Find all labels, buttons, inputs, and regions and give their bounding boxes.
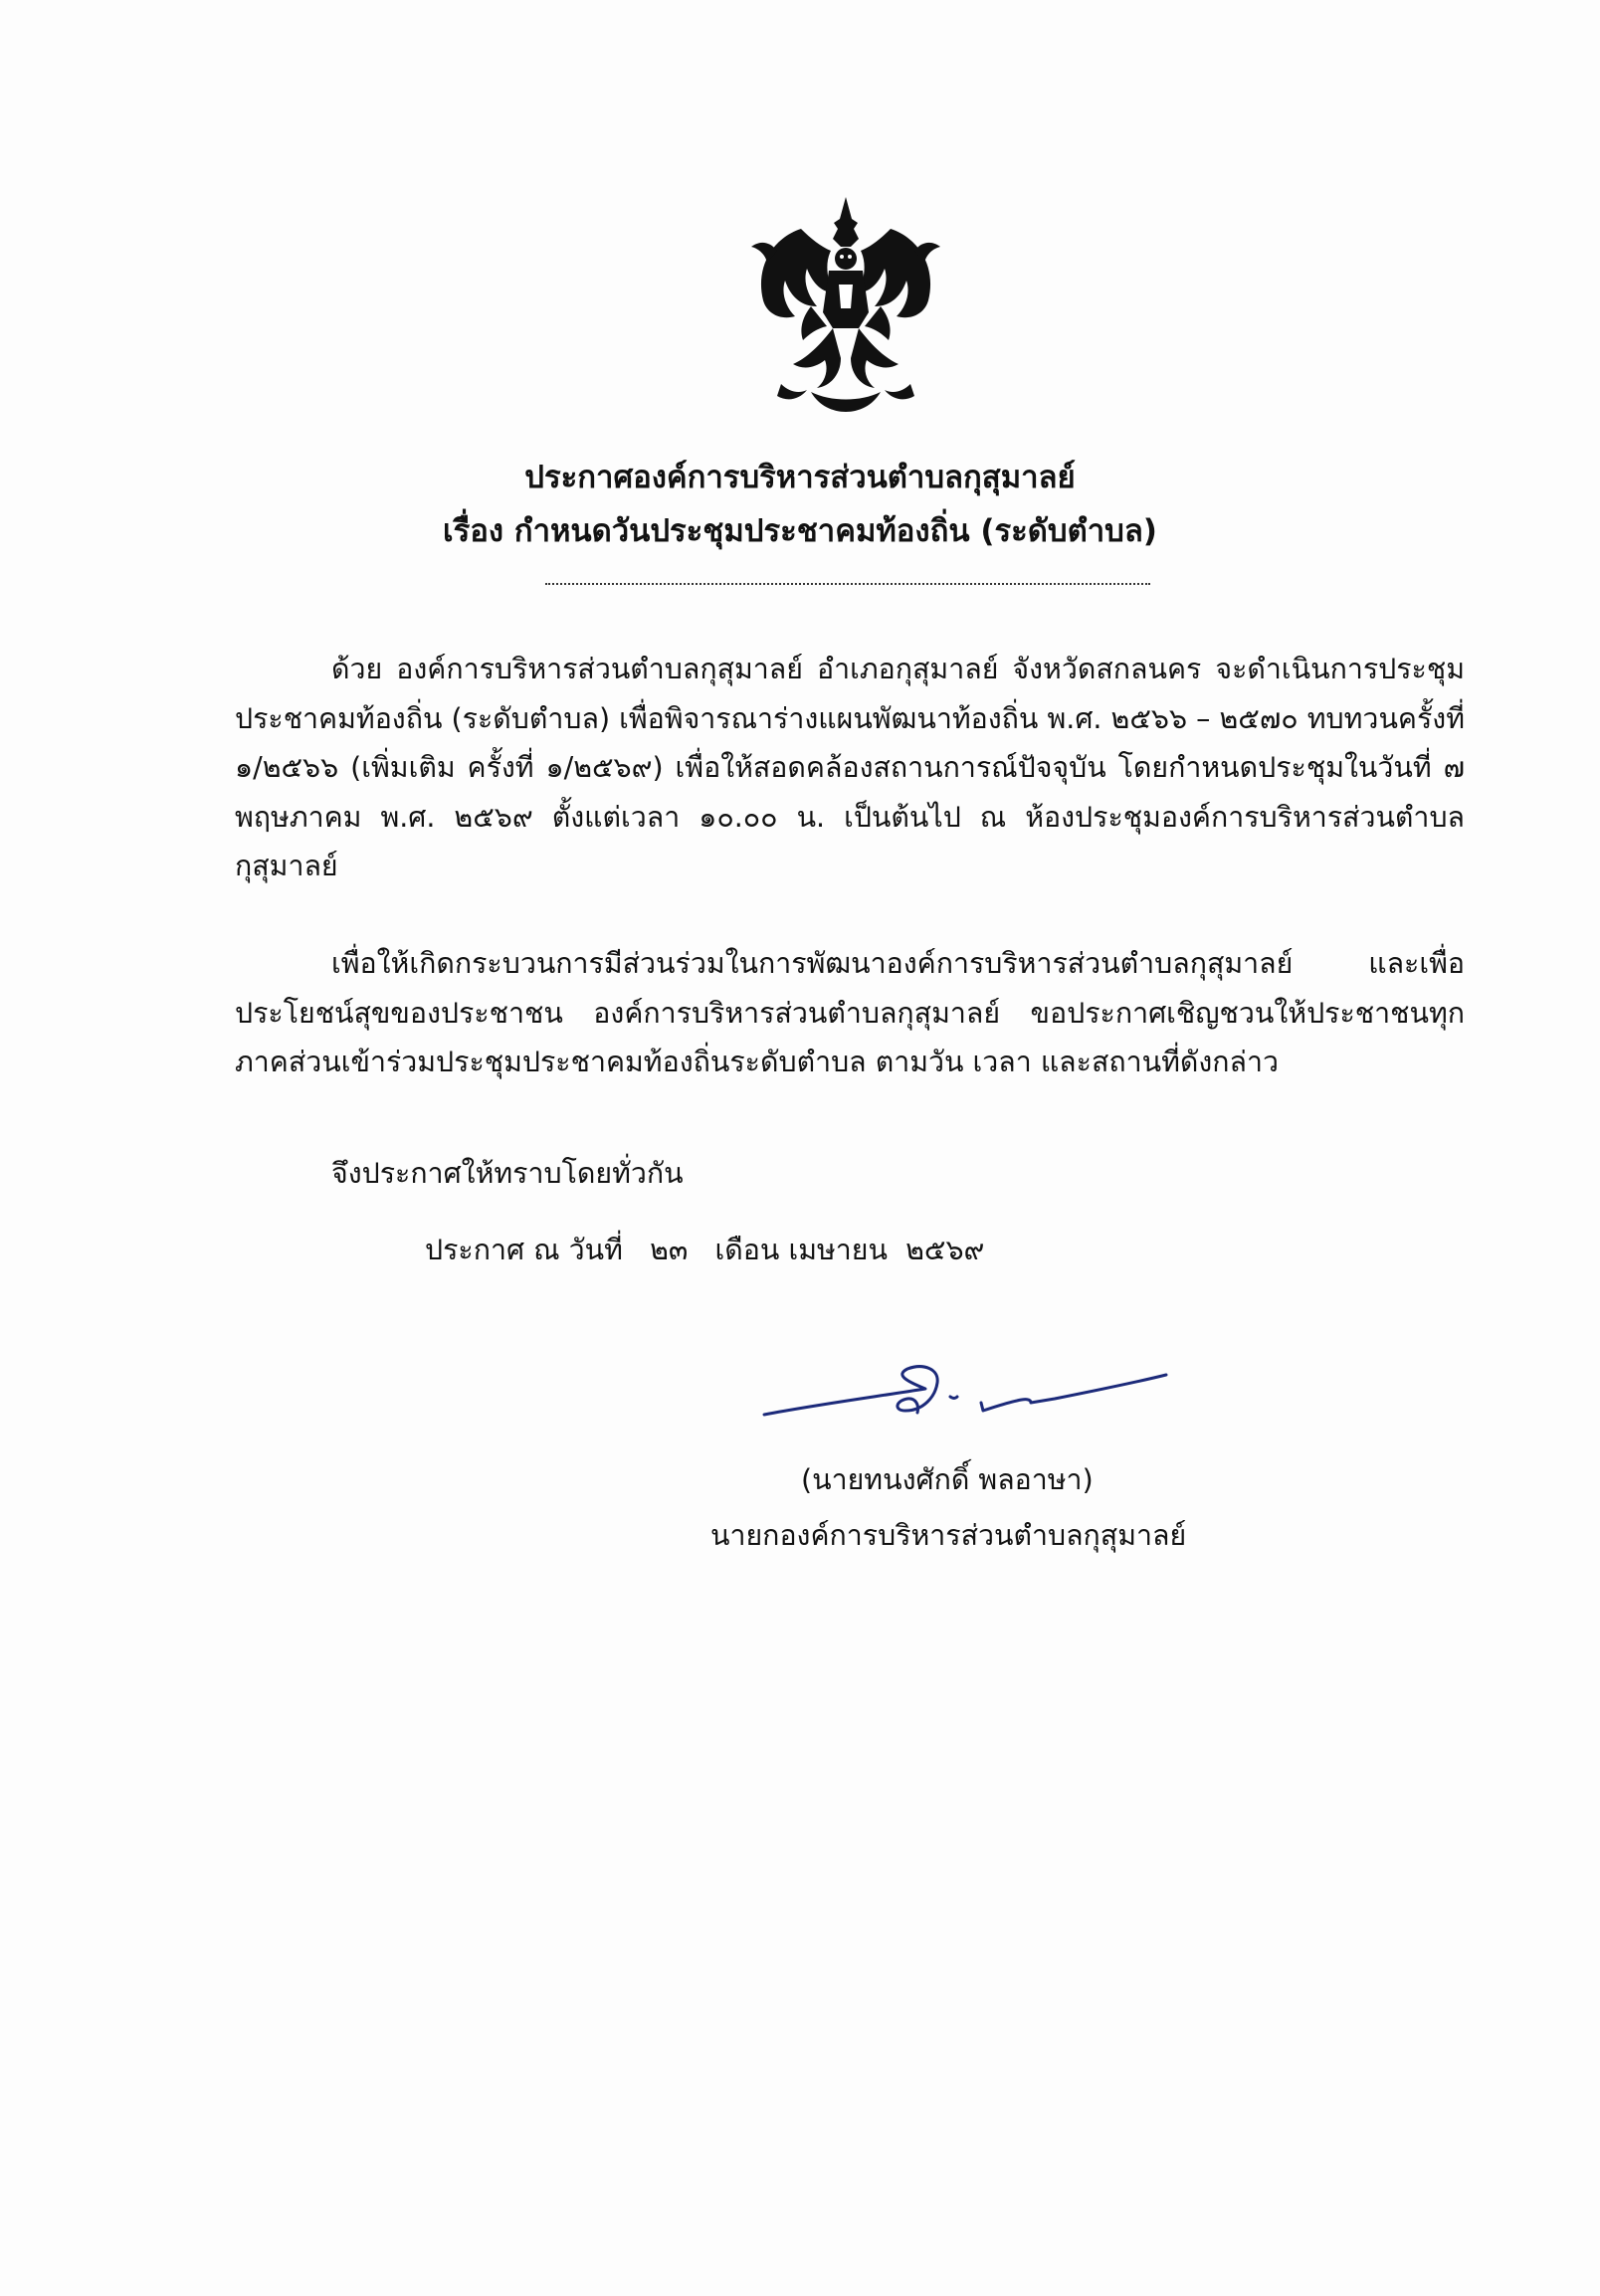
date-prefix: ประกาศ ณ วันที่ [425, 1234, 623, 1266]
body-paragraph: ด้วย องค์การบริหารส่วนตำบลกุสุมาลย์ อำเภอกุสุมาลย์ จังหวัดสกลนคร จะดำเนินการประชุมประชาคมท้องถิ่น (ระดับตำบล) เพื่อพิจารณาร่างแผนพัฒนาท้องถิ่น พ.ศ. ๒๕๖๖ – ๒๕๗๐ ทบทวนครั้งที่ ๑/๒๕๖๖ (เพิ่มเติม ครั้งที่ ๑/๒๕๖๙) เพื่อให้สอดคล้องสถานการณ์ปัจจุบัน โดยกำหนดประชุมในวันที่ ๗ พฤษภาคม พ.ศ. ๒๕๖๙ ตั้งแต่เวลา ๑๐.๐๐ น. เป็นต้นไป ณ ห้องประชุมองค์การบริหารส่วนตำบลกุสุมาลย์ [235, 653, 1465, 882]
date-month-label: เดือน [714, 1234, 780, 1266]
separator-line [545, 583, 1150, 585]
signer-title: นายกองค์การบริหารส่วนตำบลกุสุมาลย์ [710, 1519, 1187, 1552]
date-day: ๒๓ [650, 1234, 689, 1266]
signature-icon [756, 1353, 1174, 1433]
announcement-subject: เรื่อง กำหนดวันประชุมประชาคมท้องถิ่น (ระดับตำบล) [443, 513, 1157, 549]
announcement-heading: ประกาศองค์การบริหารส่วนตำบลกุสุมาลย์ [524, 460, 1076, 495]
date-year: ๒๕๖๙ [905, 1234, 985, 1266]
date-month: เมษายน [788, 1234, 888, 1266]
signer-name: (นายทนงศักดิ์ พลอาษา) [801, 1463, 1094, 1496]
garuda-emblem-icon [741, 189, 950, 413]
announcement-date [425, 1229, 984, 1272]
body-paragraph: เพื่อให้เกิดกระบวนการมีส่วนร่วมในการพัฒนาองค์การบริหารส่วนตำบลกุสุมาลย์ และเพื่อประโยชน์สุขของประชาชน องค์การบริหารส่วนตำบลกุสุมาลย์ ขอประกาศเชิญชวนให้ประชาชนทุกภาคส่วนเข้าร่วมประชุมประชาคมท้องถิ่นระดับตำบล ตามวัน เวลา และสถานที่ดังกล่าว [235, 947, 1465, 1078]
closing-statement: จึงประกาศให้ทราบโดยทั่วกัน [331, 1157, 684, 1190]
